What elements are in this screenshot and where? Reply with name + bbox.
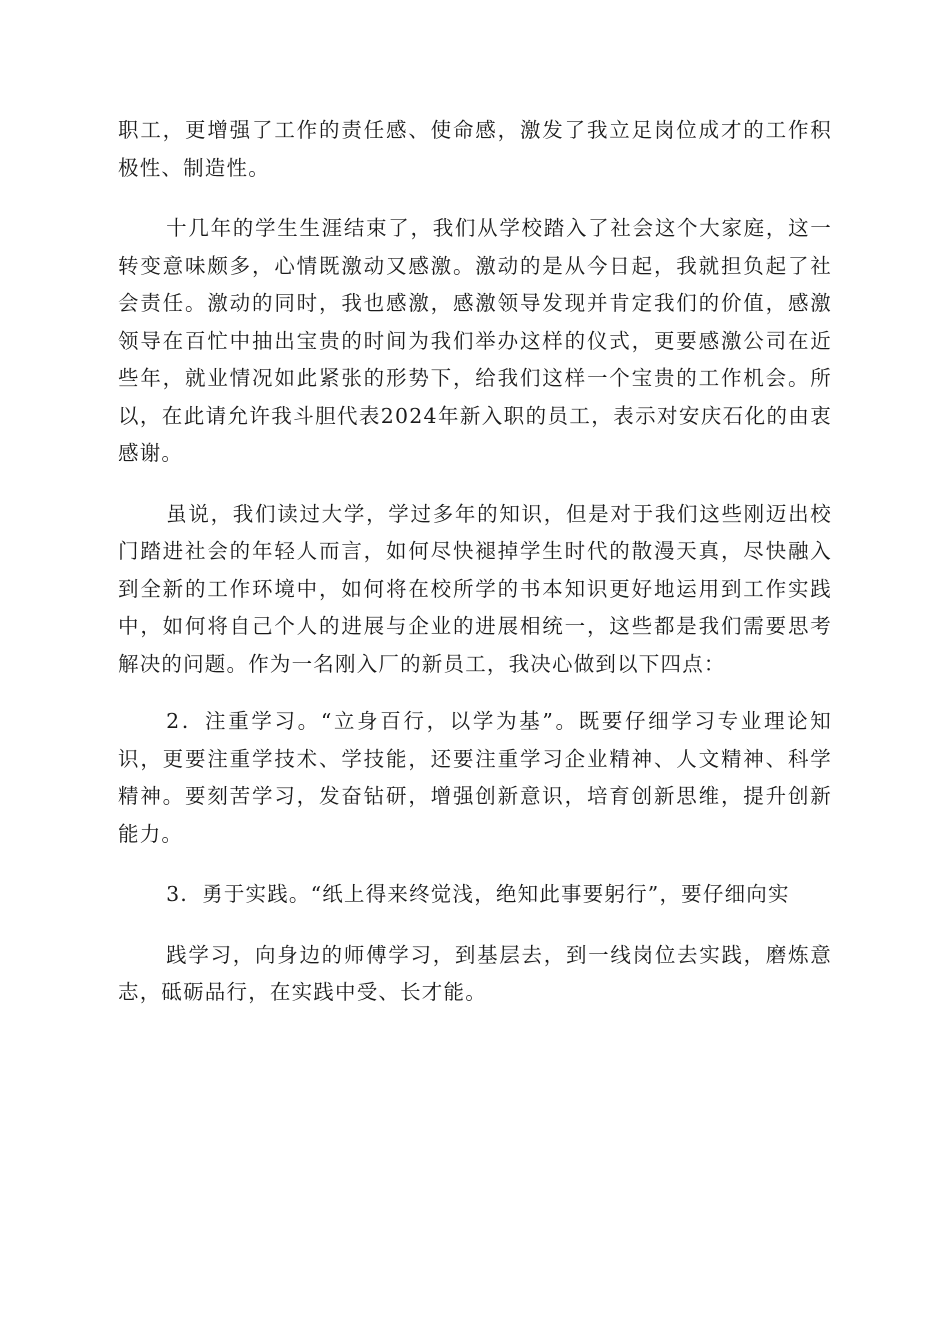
document-page [118, 112, 832, 1012]
paragraph-point-2-study: 2．注重学习。“立身百行，以学为基”。既要仔细学习专业理论知识，更要注重学技术、学技能，还要注重学习企业精神、人文精神、科学精神。要刻苦学习，发奋钻研，增强创新意识，培育创新思维，提升创新能力。 [118, 709, 832, 846]
paragraph-continuation: 职工，更增强了工作的责任感、使命感，激发了我立足岗位成才的工作积极性、制造性。 [118, 118, 832, 180]
paragraph-point-3-practice: 3．勇于实践。“纸上得来终觉浅，绝知此事要躬行”，要仔细向实 [166, 882, 790, 906]
paragraph-challenges: 虽说，我们读过大学，学过多年的知识，但是对于我们这些刚迈出校门踏进社会的年轻人而言，如何尽快褪掉学生时代的散漫天真，尽快融入到全新的工作环境中，如何将在校所学的书本知识更好地运用到工作实践中，如何将自己个人的进展与企业的进展相统一，这些都是我们需要思考解决的问题。作为一名刚入厂的新员工，我决心做到以下四点： [118, 501, 832, 676]
paragraph-graduation: 十几年的学生生涯结束了，我们从学校踏入了社会这个大家庭，这一转变意味颇多，心情既激动又感激。激动的是从今日起，我就担负起了社会责任。激动的同时，我也感激，感激领导发现并肯定我们的价值，感激领导在百忙中抽出宝贵的时间为我们举办这样的仪式，更要感激公司在近些年，就业情况如此紧张的形势下，给我们这样一个宝贵的工作机会。所以，在此请允许我斗胆代表2024年新入职的员工，表示对安庆石化的由衷感谢。 [118, 216, 832, 465]
paragraph-practice-continued: 践学习，向身边的师傅学习，到基层去，到一线岗位去实践，磨炼意志，砥砺品行，在实践中受、长才能。 [118, 942, 832, 1004]
